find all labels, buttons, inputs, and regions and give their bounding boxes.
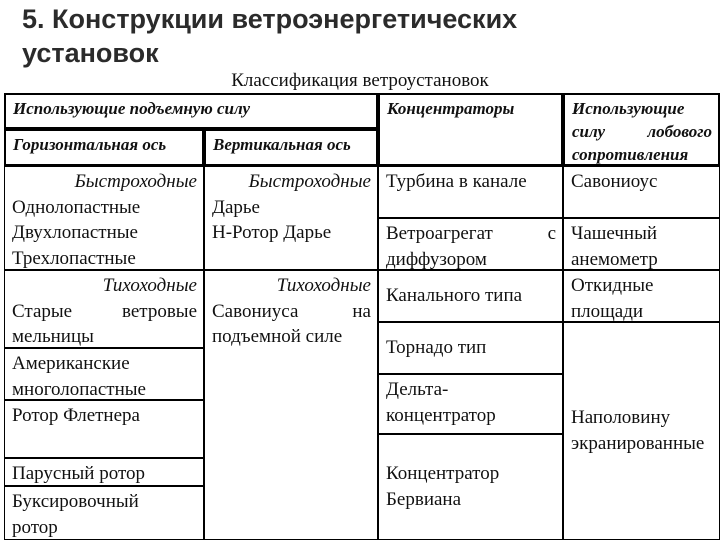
- diffuser-word2: с: [547, 223, 556, 244]
- title-line-1: 5. Конструкции ветроэнергетических: [22, 4, 518, 34]
- cup-line1: Чашечный: [571, 223, 658, 244]
- channel-turbine-text: Турбина в канале: [386, 171, 527, 192]
- bervian-line2: Бервиана: [386, 488, 462, 510]
- savonius-drag-text: Савониоус: [571, 171, 658, 192]
- channel-type-cell: [378, 270, 563, 322]
- header-drag-word-lobovogo: лобового: [647, 122, 712, 141]
- header-lift: [4, 93, 378, 129]
- header-drag: [563, 93, 720, 166]
- header-horizontal: [4, 129, 204, 166]
- tornado-cell: [378, 322, 563, 374]
- savonius-lift-line1: [212, 299, 371, 325]
- title-line-2: установок: [22, 38, 159, 68]
- half-screened-cell: [563, 322, 720, 540]
- flaps-line2: площади: [571, 300, 644, 322]
- header-concentrators-text: Концентраторы: [387, 99, 515, 118]
- delta-line1: Дельта-: [386, 379, 449, 400]
- header-vertical-text: Вертикальная ось: [213, 135, 351, 154]
- american-line1: Американские: [12, 353, 130, 374]
- savonius-drag-cell: [563, 166, 720, 218]
- vertical-slow-label: Тихоходные: [276, 275, 371, 296]
- flettner-text: Ротор Флетнера: [12, 405, 140, 426]
- old-mills-word2: ветровые: [122, 300, 197, 322]
- header-drag-line3: сопротивления: [572, 145, 689, 164]
- channel-type-text: Канального типа: [386, 285, 523, 306]
- savonius-lift-word1: Савониуса: [212, 300, 299, 322]
- delta-cell: [378, 374, 563, 434]
- american-cell: [4, 348, 204, 400]
- diffuser-line1: [386, 221, 556, 247]
- horizontal-fast-label: Быстроходные: [74, 171, 197, 192]
- vertical-fast-item: Н-Ротор Дарье: [212, 222, 332, 243]
- sail-text: Парусный ротор: [12, 463, 145, 484]
- flettner-cell: [4, 400, 204, 458]
- header-drag-line1: Использующие: [572, 99, 685, 118]
- table-caption: Классификация ветроустановок: [231, 70, 489, 91]
- diffuser-line2: диффузором: [386, 248, 487, 270]
- header-drag-word-sila: силу: [572, 122, 606, 141]
- sail-cell: [4, 458, 204, 486]
- channel-turbine-cell: [378, 166, 563, 218]
- old-mills-word1: Старые: [12, 300, 73, 322]
- old-mills-line1: [12, 299, 197, 325]
- vertical-fast-cell: [204, 166, 378, 270]
- horizontal-fast-item: Трехлопастные: [12, 247, 136, 269]
- cup-line2: анемометр: [571, 248, 658, 270]
- diffuser-word1: Ветроагрегат: [386, 223, 493, 244]
- slide-title: [22, 2, 712, 70]
- vertical-fast-item: Дарье: [212, 196, 260, 218]
- half-line2: экранированные: [571, 432, 705, 454]
- horizontal-fast-cell: [4, 166, 204, 270]
- towing-line2: ротор: [12, 516, 58, 538]
- towing-line1: Буксировочный: [12, 491, 139, 512]
- header-drag-line2: [572, 120, 712, 143]
- vertical-slow-cell: [204, 270, 378, 540]
- half-line1: Наполовину: [571, 407, 671, 428]
- header-concentrators: [378, 93, 563, 166]
- bervian-cell: [378, 434, 563, 540]
- cup-anemometer-cell: [563, 218, 720, 270]
- towing-cell: [4, 486, 204, 540]
- savonius-lift-line2: подъемной силе: [212, 326, 343, 347]
- header-horizontal-text: Горизонтальная ось: [13, 135, 167, 154]
- bervian-line1: Концентратор: [386, 463, 500, 484]
- flaps-line1: Откидные: [571, 275, 654, 296]
- delta-line2: концентратор: [386, 404, 496, 426]
- header-vertical: [204, 129, 378, 166]
- flaps-cell: [563, 270, 720, 322]
- horizontal-slow-cell: [4, 270, 204, 348]
- header-lift-text: Использующие подъемную силу: [13, 99, 251, 118]
- diffuser-cell: [378, 218, 563, 270]
- horizontal-fast-item: Двухлопастные: [12, 222, 138, 243]
- tornado-text: Торнадо тип: [386, 337, 487, 358]
- horizontal-fast-item: Однолопастные: [12, 196, 141, 218]
- savonius-lift-word2: на: [352, 300, 371, 322]
- old-mills-line2: мельницы: [12, 326, 94, 347]
- vertical-fast-label: Быстроходные: [248, 171, 371, 192]
- american-line2: многолопастные: [12, 378, 146, 400]
- horizontal-slow-label: Тихоходные: [102, 275, 197, 296]
